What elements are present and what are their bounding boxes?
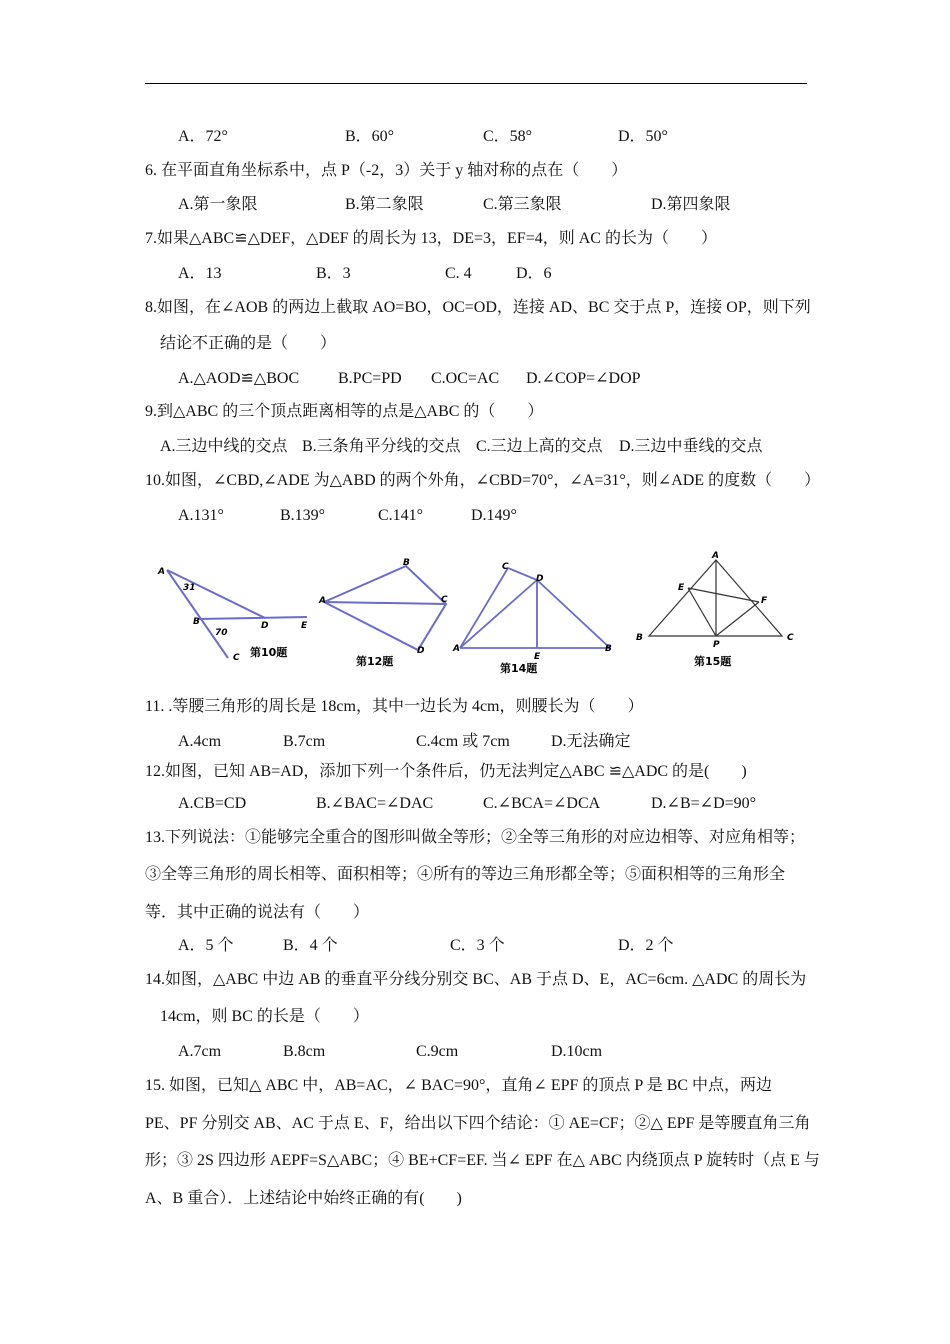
q12-option-a: A.CB=CD [178, 795, 247, 812]
fig12-caption: 第12题 [356, 655, 394, 668]
q15-line3: 形；③ 2S 四边形 AEPF=S△ABC；④ BE+CF=EF. 当∠ EPF 在△ ABC 内绕顶点 P 旋转时（点 E 与 [145, 1152, 820, 1169]
q13-line2: ③全等三角形的周长相等、面积相等；④所有的等边三角形都全等；⑤面积相等的三角形全 [145, 866, 786, 883]
q5-option-d: D．50° [618, 128, 668, 145]
fig10-label-b: B [193, 617, 200, 627]
q10-stem: 10.如图，∠CBD,∠ADE 为△ABD 的两个外角，∠CBD=70°，∠A=31°，则∠ADE 的度数（ ） [145, 472, 821, 489]
fig10-label-a: A [158, 567, 165, 577]
fig10-angle-b: 70 [215, 628, 228, 638]
q6-option-d: D.第四象限 [651, 196, 731, 213]
q13-option-a: A．5 个 [178, 937, 234, 954]
q14-stem-line1: 14.如图，△ABC 中边 AB 的垂直平分线分别交 BC、AB 于点 D、E，AC=6cm. △ADC 的周长为 [145, 971, 807, 988]
fig15-label-e: E [678, 583, 685, 593]
q5-option-b: B．60° [345, 128, 395, 145]
q8-stem-line1: 8.如图，在∠AOB 的两边上截取 AO=BO，OC=OD，连接 AD、BC 交于点 P，连接 OP，则下列 [145, 299, 811, 316]
q8-option-c: C.OC=AC [431, 370, 500, 387]
fig14-label-d: D [536, 574, 544, 584]
q11-option-b: B.7cm [283, 733, 326, 750]
fig12-label-a: A [319, 596, 326, 606]
q13-line3: 等．其中正确的说法有（ ） [145, 904, 370, 921]
fig15-label-a: A [712, 551, 719, 561]
fig12-label-b: B [403, 558, 410, 568]
q14-option-d: D.10cm [551, 1043, 603, 1060]
q8-option-d: D.∠COP=∠DOP [526, 370, 641, 387]
q15-line4: A、B 重合）．上述结论中始终正确的有( ) [145, 1190, 462, 1207]
q15-line2: PE、PF 分别交 AB、AC 于点 E、F，给出以下四个结论：① AE=CF；②△ EPF 是等腰直角三角 [145, 1115, 811, 1132]
q9-option-d: D.三边中垂线的交点 [619, 438, 763, 455]
header-rule [145, 83, 807, 84]
q8-option-a: A.△AOD≌△BOC [178, 370, 300, 387]
q13-line1: 13.下列说法：①能够完全重合的图形叫做全等形；②全等三角形的对应边相等、对应角相等； [145, 829, 806, 846]
q5-option-c: C．58° [483, 128, 533, 145]
fig10-caption: 第10题 [250, 646, 288, 659]
q9-option-c: C.三边上高的交点 [476, 438, 603, 455]
q12-option-b: B.∠BAC=∠DAC [316, 795, 434, 812]
fig15-label-p: P [713, 640, 720, 650]
q7-option-d: D．6 [516, 265, 552, 282]
q11-option-d: D.无法确定 [551, 733, 631, 750]
q14-stem-line2: 14cm，则 BC 的长是（ ） [160, 1008, 369, 1025]
q7-option-a: A．13 [178, 265, 222, 282]
q11-option-c: C.4cm 或 7cm [416, 733, 510, 750]
q6-option-c: C.第三象限 [483, 196, 562, 213]
q13-option-d: D．2 个 [618, 937, 674, 954]
figure-12 [318, 556, 458, 671]
q9-stem: 9.到△ABC 的三个顶点距离相等的点是△ABC 的（ ） [145, 403, 544, 420]
q10-option-d: D.149° [471, 507, 517, 524]
q9-option-b: B.三条角平分线的交点 [302, 438, 461, 455]
q9-option-a: A.三边中线的交点 [160, 438, 288, 455]
fig10-label-c: C [233, 653, 240, 663]
q12-stem: 12.如图，已知 AB=AD，添加下列一个条件后，仍无法判定△ABC ≌△ADC 的是( ) [145, 763, 747, 780]
figure-10 [155, 558, 320, 668]
fig15-label-b: B [636, 633, 643, 643]
q14-option-a: A.7cm [178, 1043, 222, 1060]
figure-15 [632, 548, 807, 673]
q6-option-b: B.第二象限 [345, 196, 424, 213]
q7-stem: 7.如果△ABC≌△DEF，△DEF 的周长为 13，DE=3，EF=4，则 AC 的长为（ ） [145, 230, 717, 247]
q14-option-b: B.8cm [283, 1043, 326, 1060]
q15-line1: 15. 如图，已知△ ABC 中，AB=AC，∠ BAC=90°，直角∠ EPF 的顶点 P 是 BC 中点，两边 [145, 1077, 773, 1094]
fig14-caption: 第14题 [500, 662, 538, 675]
fig14-label-e: E [534, 652, 541, 662]
q10-option-b: B.139° [280, 507, 326, 524]
fig10-label-d: D [261, 621, 269, 631]
fig10-angle-a: 31 [183, 583, 196, 593]
fig14-label-a: A [453, 644, 460, 654]
q6-option-a: A.第一象限 [178, 196, 258, 213]
fig15-caption: 第15题 [694, 655, 732, 668]
q12-option-d: D.∠B=∠D=90° [651, 795, 757, 812]
q13-option-b: B．4 个 [283, 937, 338, 954]
figure-14 [452, 560, 622, 678]
q7-option-c: C. 4 [445, 265, 472, 282]
fig12-label-c: C [441, 595, 448, 605]
fig10-label-e: E [301, 621, 308, 631]
fig14-label-c: C [502, 562, 509, 572]
fig15-label-f: F [761, 596, 768, 606]
q6-stem: 6. 在平面直角坐标系中，点 P（-2，3）关于 y 轴对称的点在（ ） [145, 162, 628, 179]
fig15-label-c: C [787, 633, 794, 643]
q10-option-c: C.141° [378, 507, 424, 524]
q11-option-a: A.4cm [178, 733, 222, 750]
q10-option-a: A.131° [178, 507, 224, 524]
q11-stem: 11. .等腰三角形的周长是 18cm，其中一边长为 4cm，则腰长为（ ） [145, 698, 644, 715]
q14-option-c: C.9cm [416, 1043, 459, 1060]
q7-option-b: B．3 [316, 265, 351, 282]
q12-option-c: C.∠BCA=∠DCA [483, 795, 601, 812]
q8-stem-line2: 结论不正确的是（ ） [160, 335, 337, 352]
fig12-label-d: D [417, 646, 425, 656]
fig14-label-b: B [605, 644, 612, 654]
q5-option-a: A．72° [178, 128, 228, 145]
q8-option-b: B.PC=PD [338, 370, 402, 387]
q13-option-c: C．3 个 [450, 937, 505, 954]
